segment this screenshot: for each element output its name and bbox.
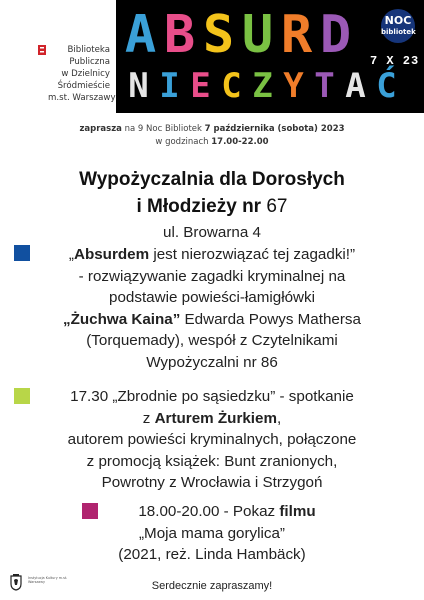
library-name-line: Śródmieście — [57, 81, 110, 91]
institution-note: Instytucja Kultury m.st. Warszawy — [28, 576, 68, 584]
event-1-text: Edwarda Powys Mathersa — [180, 310, 361, 328]
title-number: 67 — [261, 196, 288, 217]
event-2-text: z — [142, 409, 155, 427]
event-3-keyword: filmu — [279, 503, 316, 520]
invite-hours-label: w godzinach — [155, 137, 212, 147]
banner-letter: A — [124, 5, 157, 65]
event-1-text: podstawie powieści-łamigłówki — [109, 289, 315, 306]
event-2-text: , — [276, 409, 282, 427]
banner-letter: D — [319, 5, 352, 65]
library-name-line: m.st. Warszawy — [48, 93, 116, 103]
event-3-text: (2021, reż. Linda Hambäck) — [118, 546, 306, 563]
banner-letter: B — [163, 5, 196, 65]
event-3-text: 18.00-20.00 - Pokaz — [138, 503, 280, 520]
banner-letter: Y — [283, 66, 304, 106]
title-line: i Młodzieży nr — [136, 196, 262, 217]
banner-letter: N — [128, 66, 149, 106]
event-2-author: Arturem Żurkiem — [154, 409, 277, 427]
event-2-text: autorem powieści kryminalnych, połączone — [67, 431, 357, 448]
library-name-line: Biblioteka — [67, 45, 110, 55]
noc-bibliotek-badge-icon — [381, 9, 415, 43]
event-1-text: - rozwiązywanie zagadki kryminalnej na — [78, 267, 346, 285]
banner-word-nie-czytac — [126, 66, 399, 106]
badge-bottom-text: bibliotek — [381, 28, 416, 36]
event-1 — [0, 244, 424, 373]
page-title — [0, 166, 424, 220]
event-1-text: Wypożyczalni nr 86 — [146, 353, 278, 371]
invite-hours: 17.00-22.00 — [211, 137, 269, 147]
banner-letter: A — [345, 66, 366, 106]
event-banner — [116, 0, 424, 113]
banner-letter: U — [241, 5, 274, 65]
banner-word-absurd — [124, 6, 352, 64]
invite-verb: zaprasza — [79, 124, 122, 134]
event-2-text: 17.30 „Zbrodnie po sąsiedzku” - spotkanie — [70, 388, 354, 405]
event-2-text: z promocją książek: Bunt zranionych, — [86, 452, 338, 470]
event-1-book-title: „Żuchwa Kaina” — [63, 310, 181, 328]
invite-date: 7 października (sobota) 2023 — [204, 124, 345, 134]
banner-date: 7 X 23 — [370, 54, 420, 68]
banner-letter: C — [221, 66, 242, 106]
library-name — [48, 44, 116, 104]
invite-event: na 9 Noc Bibliotek — [121, 124, 205, 134]
title-line: Wypożyczalnia dla Dorosłych — [79, 169, 345, 190]
banner-letter: Z — [252, 66, 273, 106]
event-1-text: jest nierozwiązać tej zagadki!” — [149, 246, 356, 263]
banner-letter: T — [314, 66, 335, 106]
invitation-text — [0, 123, 424, 149]
event-1-keyword: Absurdem — [73, 246, 150, 263]
quote-open: „ — [68, 246, 74, 263]
event-3 — [0, 501, 424, 566]
banner-letter: R — [280, 5, 313, 65]
address: ul. Browarna 4 — [163, 224, 261, 241]
banner-letter: E — [190, 66, 211, 106]
badge-top-text: NOC — [384, 14, 412, 27]
banner-letter: I — [159, 66, 180, 106]
library-logo-icon — [38, 45, 46, 55]
event-2-text: Powrotny z Wrocławia i Strzygoń — [101, 474, 323, 491]
library-name-line: Publiczna — [69, 57, 110, 67]
event-2 — [0, 386, 424, 494]
closing-text: Serdecznie zapraszamy! — [151, 580, 273, 592]
event-3-film-title: „Moja mama gorylica” — [138, 524, 285, 542]
event-1-text: (Torquemady), wespół z Czytelnikami — [86, 332, 338, 349]
banner-letter: S — [202, 5, 235, 65]
banner-letter: Ć — [376, 66, 397, 106]
library-name-line: w Dzielnicy — [61, 69, 110, 79]
